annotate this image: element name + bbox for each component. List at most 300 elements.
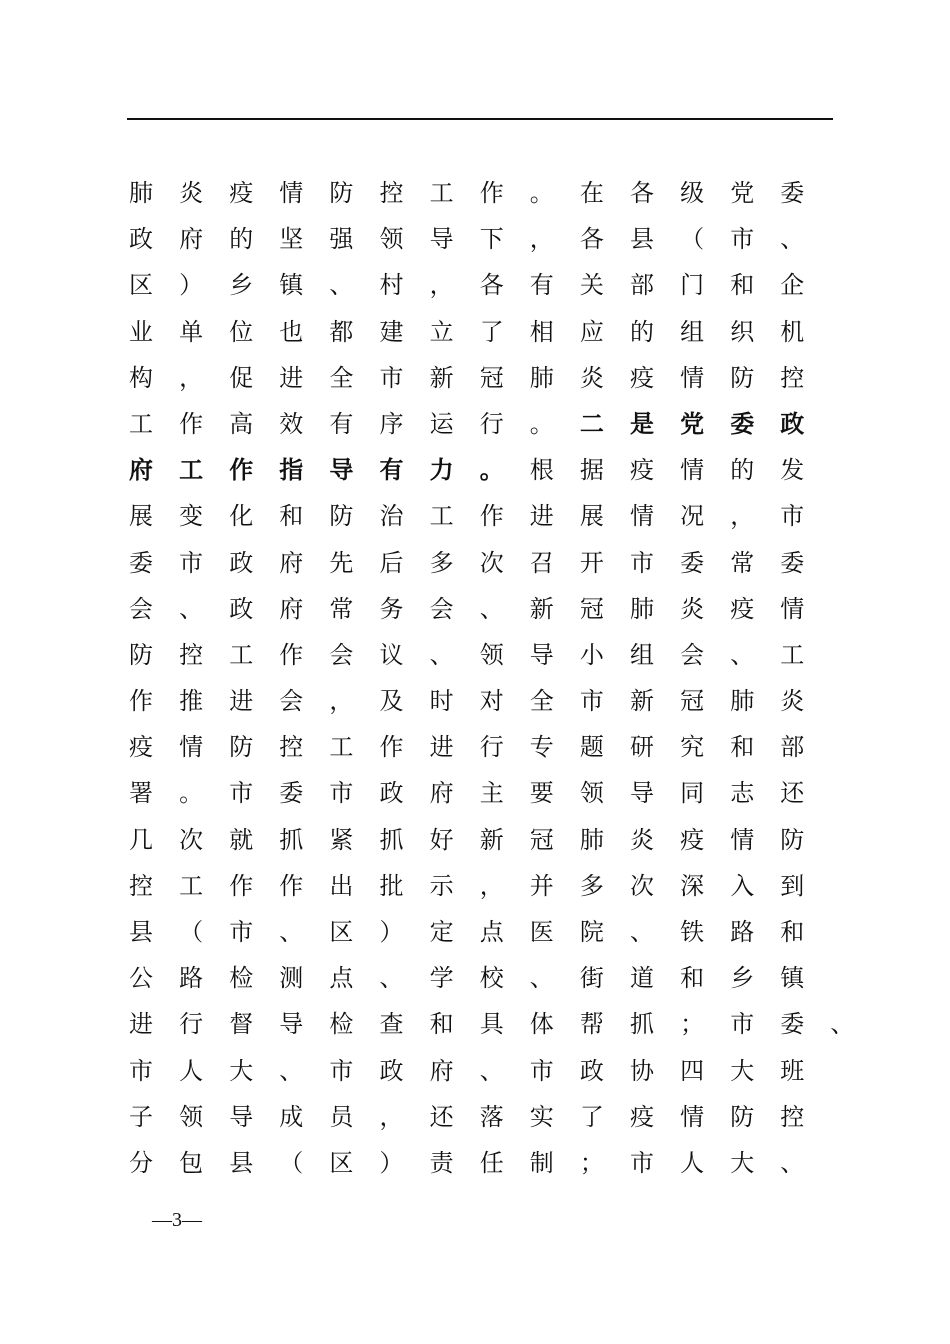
text-char: 委 (129, 548, 153, 577)
text-char: 委 (780, 548, 805, 577)
text-char: 学 (429, 964, 454, 993)
text-char: 防 (129, 640, 153, 669)
text-char: 市 (129, 1056, 153, 1085)
text-char: 成 (279, 1102, 304, 1131)
text-char: 导 (279, 1010, 304, 1039)
text-char: 市 (179, 548, 204, 577)
text-char: 、 (479, 594, 504, 623)
text-char: 疫 (129, 733, 153, 762)
text-char: 导 (630, 779, 654, 808)
text-char: ） (379, 918, 404, 946)
text-char: 相 (529, 317, 554, 346)
text-char: 督 (229, 1010, 254, 1039)
text-char: 冠 (579, 594, 604, 623)
text-char: 进 (529, 502, 554, 531)
text-char: 是 (630, 408, 654, 438)
text-char: 后 (379, 548, 404, 577)
text-char: 领 (579, 779, 604, 808)
text-char: 政 (579, 1056, 604, 1085)
text-char: 控 (179, 640, 204, 669)
text-char: 指 (279, 455, 304, 485)
text-char: 常 (329, 594, 354, 623)
text-char: 构 (129, 363, 153, 392)
text-char: 冠 (479, 363, 504, 392)
text-char: 强 (329, 225, 354, 254)
text-char: 政 (229, 594, 254, 623)
text-char: 的 (730, 456, 755, 485)
text-char: 新 (429, 363, 454, 392)
text-line (127, 955, 847, 1001)
text-char: 根 (529, 456, 554, 485)
text-char: 定 (429, 918, 454, 946)
text-char: 具 (479, 1010, 504, 1039)
text-char: 府 (429, 779, 454, 808)
text-char: 检 (329, 1010, 354, 1039)
text-char: 推 (179, 687, 204, 716)
text-char: 、 (379, 964, 404, 993)
text-char: 情 (279, 179, 304, 207)
text-char: 市 (730, 225, 755, 254)
text-char: 运 (429, 409, 454, 438)
text-char: ， (329, 687, 354, 716)
text-char: ， (529, 225, 554, 254)
text-char: 区 (129, 271, 153, 300)
text-char: 防 (229, 733, 254, 762)
text-line (127, 355, 847, 401)
text-char: 导 (429, 225, 454, 254)
text-char: 镇 (780, 964, 805, 993)
text-char: 区 (329, 1148, 354, 1177)
text-char: 况 (680, 502, 705, 531)
text-char: 炎 (579, 363, 604, 392)
text-char: ， (429, 271, 454, 300)
text-char: 委 (730, 408, 755, 438)
text-char: 单 (179, 317, 204, 346)
text-char: 委 (780, 179, 805, 207)
text-char: 就 (229, 825, 254, 854)
text-char: 疫 (730, 594, 755, 623)
text-char: 进 (429, 733, 454, 762)
text-char: 几 (129, 825, 153, 854)
text-char: 工 (429, 179, 454, 207)
text-char: 委 (279, 779, 304, 808)
text-char: 市 (529, 1056, 554, 1085)
text-char: 变 (179, 502, 204, 531)
text-char: 次 (630, 871, 654, 900)
text-char: 工 (429, 502, 454, 531)
text-char: 工 (129, 409, 153, 438)
text-char: 和 (730, 271, 755, 300)
text-char: 务 (379, 594, 404, 623)
text-char: 次 (479, 548, 504, 577)
text-char: 、 (630, 918, 654, 946)
text-char: 冠 (680, 687, 705, 716)
text-char: 有 (379, 455, 404, 485)
text-char: 出 (329, 871, 354, 900)
text-char: 、 (830, 1010, 855, 1039)
text-char: 、 (179, 594, 204, 623)
text-char: 街 (579, 964, 604, 993)
text-char: 人 (179, 1056, 204, 1085)
text-char: 专 (529, 733, 554, 762)
text-char: 各 (479, 271, 504, 300)
text-char: 责 (429, 1148, 454, 1177)
text-char: 员 (329, 1102, 354, 1131)
text-char: 召 (529, 548, 554, 577)
text-char: 政 (129, 225, 153, 254)
text-char: 冠 (529, 825, 554, 854)
text-char: 府 (279, 548, 304, 577)
text-char: ， (379, 1102, 404, 1131)
text-char: 炎 (179, 179, 204, 207)
text-char: 进 (129, 1010, 153, 1039)
text-char: 建 (379, 317, 404, 346)
text-line (127, 586, 847, 632)
text-char: 会 (680, 640, 705, 669)
text-line (127, 170, 847, 216)
text-char: 落 (479, 1102, 504, 1131)
text-char: 市 (229, 779, 254, 808)
text-char: 业 (129, 317, 153, 346)
text-char: 展 (129, 502, 153, 531)
text-char: 全 (529, 687, 554, 716)
text-char: 入 (730, 871, 755, 900)
text-char: 府 (179, 225, 204, 254)
text-char: 市 (630, 1148, 654, 1177)
text-char: 、 (780, 225, 805, 254)
text-line (127, 1140, 847, 1186)
text-char: 路 (179, 964, 204, 993)
text-char: （ (279, 1148, 304, 1177)
text-char: 。 (179, 779, 204, 808)
text-char: （ (179, 918, 204, 946)
text-char: 肺 (579, 825, 604, 854)
text-char: 多 (579, 871, 604, 900)
text-char: 、 (730, 640, 755, 669)
text-line (127, 909, 847, 955)
text-char: 要 (529, 779, 554, 808)
text-char: 校 (479, 964, 504, 993)
text-char: 有 (329, 409, 354, 438)
text-char: ， (479, 871, 504, 900)
text-char: 和 (279, 502, 304, 531)
text-char: 领 (379, 225, 404, 254)
text-char: 抓 (279, 825, 304, 854)
text-char: 二 (579, 408, 604, 438)
text-char: 好 (429, 825, 454, 854)
text-line (127, 493, 847, 539)
text-char: 党 (730, 179, 755, 207)
text-char: 及 (379, 687, 404, 716)
text-char: 作 (129, 687, 153, 716)
text-char: 测 (279, 964, 304, 993)
text-line (127, 632, 847, 678)
text-char: 、 (429, 640, 454, 669)
text-char: 会 (129, 594, 153, 623)
text-char: 在 (579, 179, 604, 207)
text-char: 紧 (329, 825, 354, 854)
text-char: 会 (279, 687, 304, 716)
text-char: 各 (579, 225, 604, 254)
text-line (127, 678, 847, 724)
text-char: 工 (179, 871, 204, 900)
text-char: 铁 (680, 918, 705, 946)
text-char: 政 (229, 548, 254, 577)
text-char: 和 (780, 918, 805, 946)
text-char: 路 (730, 918, 755, 946)
text-char: 治 (379, 502, 404, 531)
text-line (127, 770, 847, 816)
text-char: 党 (680, 408, 705, 438)
text-char: 、 (329, 271, 354, 300)
text-char: ） (179, 271, 204, 300)
text-char: 了 (479, 317, 504, 346)
text-char: 力 (429, 455, 454, 485)
text-char: 控 (379, 179, 404, 207)
text-char: 市 (780, 502, 805, 531)
text-char: 控 (780, 363, 805, 392)
text-char: 情 (730, 825, 755, 854)
text-char: 全 (329, 363, 354, 392)
text-char: 作 (229, 455, 254, 485)
text-char: 高 (229, 409, 254, 438)
text-char: 炎 (630, 825, 654, 854)
text-char: 府 (129, 455, 153, 485)
text-char: 大 (730, 1148, 755, 1177)
text-char: 展 (579, 502, 604, 531)
text-char: 先 (329, 548, 354, 577)
text-char: 多 (429, 548, 454, 577)
text-char: 效 (279, 409, 304, 438)
text-char: 示 (429, 871, 454, 900)
text-line (127, 1001, 855, 1047)
text-char: 控 (279, 733, 304, 762)
text-char: ， (179, 363, 204, 392)
text-char: 市 (329, 779, 354, 808)
text-char: ； (680, 1010, 705, 1039)
text-char: 进 (279, 363, 304, 392)
text-char: 发 (780, 456, 805, 485)
text-char: 帮 (579, 1010, 604, 1039)
text-char: 实 (529, 1102, 554, 1131)
text-char: 市 (329, 1056, 354, 1085)
text-char: 位 (229, 317, 254, 346)
text-char: 进 (229, 687, 254, 716)
text-char: 关 (579, 271, 604, 300)
text-char: 工 (179, 455, 204, 485)
text-char: 。 (529, 409, 554, 438)
text-char: 防 (329, 502, 354, 531)
text-char: 委 (780, 1010, 805, 1039)
text-char: 政 (780, 408, 805, 438)
text-char: ； (579, 1148, 604, 1177)
page-number: —3— (152, 1209, 202, 1231)
text-char: 组 (630, 640, 654, 669)
text-char: 导 (229, 1102, 254, 1131)
text-line (127, 309, 847, 355)
text-line (127, 724, 847, 770)
text-char: 研 (630, 733, 654, 762)
text-char: 肺 (529, 363, 554, 392)
text-char: 防 (329, 179, 354, 207)
text-char: 肺 (730, 687, 755, 716)
text-char: 制 (529, 1148, 554, 1177)
text-char: 、 (279, 1056, 304, 1085)
text-char: 序 (379, 409, 404, 438)
text-char: 点 (329, 964, 354, 993)
text-char: 有 (529, 271, 554, 300)
text-char: 医 (529, 918, 554, 946)
text-char: 并 (529, 871, 554, 900)
text-char: 县 (229, 1148, 254, 1177)
text-line (127, 216, 847, 262)
text-char: 情 (630, 502, 654, 531)
text-char: 情 (680, 363, 705, 392)
text-char: 作 (479, 502, 504, 531)
text-char: 防 (730, 1102, 755, 1131)
text-char: 班 (780, 1056, 805, 1085)
text-char: 查 (379, 1010, 404, 1039)
text-char: 领 (179, 1102, 204, 1131)
text-char: 级 (680, 179, 705, 207)
text-char: 、 (529, 964, 554, 993)
text-char: 疫 (680, 825, 705, 854)
text-char: 织 (730, 317, 755, 346)
text-char: 政 (379, 1056, 404, 1085)
text-char: 、 (780, 1148, 805, 1177)
text-char: 作 (279, 871, 304, 900)
text-char: 疫 (630, 456, 654, 485)
text-char: 疫 (229, 179, 254, 207)
text-char: 包 (179, 1148, 204, 1177)
text-char: 行 (179, 1010, 204, 1039)
text-char: 工 (229, 640, 254, 669)
text-char: 分 (129, 1148, 153, 1177)
text-char: 院 (579, 918, 604, 946)
text-char: 情 (179, 733, 204, 762)
text-char: 乡 (229, 271, 254, 300)
text-char: 人 (680, 1148, 705, 1177)
text-char: 批 (379, 871, 404, 900)
text-char: 炎 (680, 594, 705, 623)
text-char: 情 (680, 456, 705, 485)
text-char: 据 (579, 456, 604, 485)
text-char: 控 (780, 1102, 805, 1131)
text-line (127, 817, 847, 863)
text-char: 的 (229, 225, 254, 254)
text-char: 开 (579, 548, 604, 577)
text-char: 市 (630, 548, 654, 577)
text-char: 都 (329, 317, 354, 346)
text-char: 市 (229, 918, 254, 946)
text-char: 肺 (630, 594, 654, 623)
text-char: 。 (529, 179, 554, 207)
text-char: 点 (479, 918, 504, 946)
text-char: 门 (680, 271, 705, 300)
text-char: 和 (680, 964, 705, 993)
text-char: 乡 (730, 964, 755, 993)
text-char: 作 (379, 733, 404, 762)
text-char: 下 (479, 225, 504, 254)
text-char: 同 (680, 779, 705, 808)
text-char: 政 (379, 779, 404, 808)
text-char: 化 (229, 502, 254, 531)
text-char: 会 (329, 640, 354, 669)
text-char: 领 (479, 640, 504, 669)
text-char: 行 (479, 733, 504, 762)
text-char: 村 (379, 271, 404, 300)
text-char: 府 (429, 1056, 454, 1085)
text-char: （ (680, 225, 705, 254)
text-char: 部 (630, 271, 654, 300)
text-char: 子 (129, 1102, 153, 1131)
text-char: 时 (429, 687, 454, 716)
text-char: 检 (229, 964, 254, 993)
text-char: 委 (680, 548, 705, 577)
text-line (127, 1094, 847, 1140)
text-char: 坚 (279, 225, 304, 254)
text-char: 导 (529, 640, 554, 669)
text-char: 、 (479, 1056, 504, 1085)
text-char: 抓 (630, 1010, 654, 1039)
text-char: 炎 (780, 687, 805, 716)
text-char: 部 (780, 733, 805, 762)
text-char: 对 (479, 687, 504, 716)
text-char: 体 (529, 1010, 554, 1039)
text-char: 深 (680, 871, 705, 900)
text-char: 。 (479, 455, 504, 485)
text-char: 县 (129, 918, 153, 946)
text-char: 还 (429, 1102, 454, 1131)
text-char: 协 (630, 1056, 654, 1085)
text-char: 作 (229, 871, 254, 900)
text-char: 大 (730, 1056, 755, 1085)
text-char: 常 (730, 548, 755, 577)
text-char: 的 (630, 317, 654, 346)
text-char: 机 (780, 317, 805, 346)
text-char: 区 (329, 918, 354, 946)
text-char: 肺 (129, 179, 153, 207)
text-char: 议 (379, 640, 404, 669)
text-char: 组 (680, 317, 705, 346)
text-char: 究 (680, 733, 705, 762)
text-char: 和 (429, 1010, 454, 1039)
text-char: 署 (129, 779, 153, 808)
text-line (127, 1048, 847, 1094)
text-char: 道 (630, 964, 654, 993)
text-char: 还 (780, 779, 805, 808)
text-char: 大 (229, 1056, 254, 1085)
text-char: 府 (279, 594, 304, 623)
text-char: 市 (579, 687, 604, 716)
text-char: 主 (479, 779, 504, 808)
text-char: 各 (630, 179, 654, 207)
text-char: 新 (630, 687, 654, 716)
text-char: 情 (780, 594, 805, 623)
text-char: 促 (229, 363, 254, 392)
text-char: 任 (479, 1148, 504, 1177)
body-text (127, 170, 855, 1186)
text-char: 到 (780, 871, 805, 900)
text-char: 新 (529, 594, 554, 623)
text-line (127, 540, 847, 586)
text-line (127, 262, 847, 308)
text-char: 次 (179, 825, 204, 854)
text-char: 公 (129, 964, 153, 993)
text-char: 工 (329, 733, 354, 762)
text-char: 镇 (279, 271, 304, 300)
text-line (127, 447, 847, 493)
